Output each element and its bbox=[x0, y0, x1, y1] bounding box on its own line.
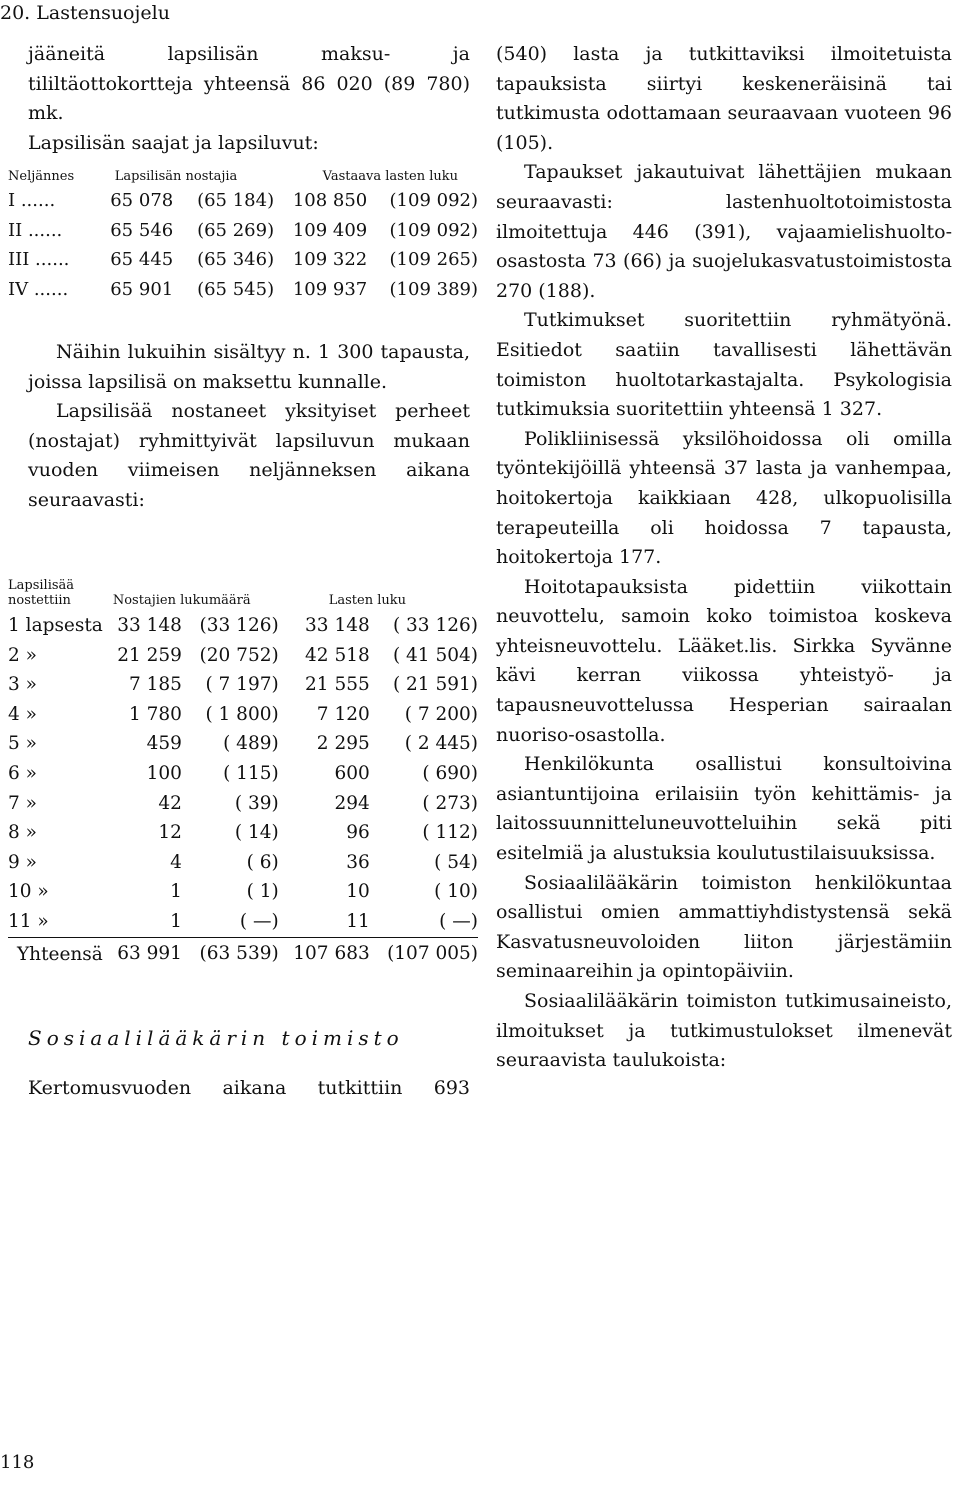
cell: 107 683 bbox=[293, 942, 370, 964]
table-row bbox=[8, 670, 478, 700]
header-quarter: Neljännes bbox=[8, 169, 75, 184]
cell: 42 bbox=[158, 792, 182, 814]
cell: ( 6) bbox=[246, 851, 279, 873]
paragraph-right-4: Polikliinisessä yksilöhoidossa oli omilla työntekijöillä yhteensä 37 lasta ja vanhempaa, hoitokertoja kaikkiaan 428, ulkopuolisilla terapeuteilla oli hoidossa 7 tapausta, hoitokertoja 177. bbox=[496, 427, 952, 569]
quarter-label: IV ...... bbox=[8, 278, 69, 300]
cell: (109 092) bbox=[389, 219, 478, 241]
cell: 1 bbox=[170, 881, 182, 903]
cell: (65 545) bbox=[197, 278, 275, 300]
cell: ( 7 200) bbox=[404, 703, 478, 725]
cell: 7 120 bbox=[316, 703, 370, 725]
cell: ( —) bbox=[439, 910, 478, 932]
cell: (65 269) bbox=[197, 219, 275, 241]
cell: ( 21 591) bbox=[392, 674, 478, 696]
cell: 294 bbox=[334, 792, 370, 814]
row-label: 4 » bbox=[8, 703, 37, 725]
cell: 36 bbox=[346, 851, 370, 873]
cell: 33 148 bbox=[117, 615, 182, 636]
cell: ( 489) bbox=[223, 733, 279, 755]
cell: ( 273) bbox=[422, 792, 478, 814]
cell: 21 259 bbox=[117, 644, 182, 666]
quarter-label: I ...... bbox=[8, 190, 56, 211]
section-title: Sosiaalilääkärin toimisto bbox=[28, 1026, 404, 1050]
children-table bbox=[8, 578, 478, 969]
cell: ( 690) bbox=[422, 762, 478, 784]
quarter-label: III ...... bbox=[8, 249, 70, 271]
cell: 108 850 bbox=[292, 190, 368, 211]
cell: ( —) bbox=[239, 910, 279, 932]
table-row bbox=[8, 759, 478, 789]
cell: (109 265) bbox=[389, 249, 478, 271]
cell: 100 bbox=[146, 762, 182, 784]
cell: 65 078 bbox=[110, 190, 174, 211]
cell: ( 112) bbox=[422, 822, 478, 844]
cell: ( 14) bbox=[234, 822, 279, 844]
cell: (109 389) bbox=[389, 278, 478, 300]
quarter-table-header bbox=[8, 168, 478, 186]
right-column bbox=[496, 40, 952, 1076]
cell: 65 901 bbox=[110, 278, 174, 300]
cell: ( 54) bbox=[434, 851, 478, 873]
row-label: 8 » bbox=[8, 822, 37, 844]
header-children-count: Lapsilisää nostettiin bbox=[8, 578, 75, 608]
cell: ( 115) bbox=[223, 762, 279, 784]
row-label: 3 » bbox=[8, 674, 37, 696]
cell: 42 518 bbox=[305, 644, 370, 666]
row-label: 11 » bbox=[8, 910, 49, 932]
table-row bbox=[8, 700, 478, 730]
cell: (20 752) bbox=[199, 644, 279, 666]
table-row bbox=[8, 186, 478, 216]
paragraph-municipality: Näihin lukuihin sisältyy n. 1 300 tapausta, joissa lapsilisä on maksettu kunnalle. bbox=[28, 341, 470, 393]
cell: 7 185 bbox=[128, 674, 182, 696]
table-row bbox=[8, 877, 478, 907]
cell: 109 937 bbox=[292, 278, 368, 300]
paragraph-right-5: Hoitotapauksista pidettiin viikottain neuvottelu, samoin koko toimistoa koskeva yhteisneuvottelu. Lääket.lis. Sirkka Syvänne kävi kerran viikossa yhteistyö- ja tapausneuvottelussa Hesperian sairaalan nuoriso-osastolla. bbox=[496, 575, 952, 746]
header-children: Vastaava lasten luku bbox=[322, 169, 458, 184]
paragraph-grouping: Lapsilisää nostaneet yksityiset perheet (nostajat) ryhmittyivät lapsiluvun mukaan vuoden viimeisen neljänneksen aikana seuraavasti: bbox=[28, 400, 470, 511]
table-row bbox=[8, 848, 478, 878]
cell: ( 1) bbox=[246, 881, 279, 903]
cell: ( 1 800) bbox=[205, 703, 279, 725]
cell: (65 346) bbox=[197, 249, 275, 271]
row-label: 6 » bbox=[8, 762, 37, 784]
quarter-table bbox=[8, 168, 478, 304]
cell: 2 295 bbox=[316, 733, 370, 755]
cell: ( 39) bbox=[234, 792, 279, 814]
cell: ( 10) bbox=[434, 881, 478, 903]
table-row bbox=[8, 818, 478, 848]
paragraph-right-2: Tapaukset jakautuivat lähettäjien mukaan seuraavasti: lastenhuoltotoimistosta ilmoitettuja 446 (391), vajaamielishuolto-osastosta 73 (66) ja suojelukasvatustoimistosta 270 (188). bbox=[496, 161, 952, 302]
cell: 96 bbox=[346, 822, 370, 844]
cell: ( 41 504) bbox=[392, 644, 478, 666]
cell: ( 33 126) bbox=[392, 615, 478, 636]
left-column bbox=[8, 40, 478, 1099]
cell: 1 780 bbox=[128, 703, 182, 725]
paragraph-right-6: Henkilökunta osallistui konsultoivina asiantuntijoina erilaisiin työn kehittämis- ja laitossuunnitteluneuvotteluihin sekä piti esitelmiä ja alustuksia koulutustilaisuuksissa. bbox=[496, 753, 952, 865]
paragraph-right-8: Sosiaalilääkärin toimiston tutkimusaineisto, ilmoitukset ja tutkimustulokset ilmenevät seuraavista taulukoista: bbox=[496, 990, 952, 1072]
row-label: 9 » bbox=[8, 851, 37, 873]
header-total-children: Lasten luku bbox=[328, 593, 406, 608]
row-label: 5 » bbox=[8, 733, 37, 755]
header-recipients: Lapsilisän nostajia bbox=[114, 169, 238, 184]
cell: 4 bbox=[170, 851, 182, 873]
cell: 33 148 bbox=[305, 615, 370, 636]
cell: ( 2 445) bbox=[404, 733, 478, 755]
row-label: 10 » bbox=[8, 881, 49, 903]
cell: 11 bbox=[346, 910, 370, 932]
cell: (33 126) bbox=[199, 615, 279, 636]
cell: (109 092) bbox=[389, 190, 478, 211]
subheading-recipients: Lapsilisän saajat ja lapsiluvut: bbox=[28, 131, 319, 154]
row-label: 1 lapsesta bbox=[8, 615, 103, 636]
row-label: 2 » bbox=[8, 644, 37, 666]
paragraph-right-3: Tutkimukset suoritettiin ryhmätyönä. Esitiedot saatiin tavallisesti lähettävän toimiston huoltotarkastajalta. Psykologisia tutkimuksia suoritettiin yhteensä 1 327. bbox=[496, 309, 952, 421]
row-label: 7 » bbox=[8, 792, 37, 814]
paragraph-right-7: Sosiaalilääkärin toimiston henkilökuntaa osallistui omien ammattiyhdistystensä sekä Kasvatusneuvoloiden liiton järjestämiin seminaareihin ja opintopäiviin. bbox=[496, 871, 952, 983]
table-total-row bbox=[8, 937, 478, 969]
cell: 21 555 bbox=[305, 674, 370, 696]
table-row bbox=[8, 789, 478, 819]
table-row bbox=[8, 641, 478, 671]
page-number: 118 bbox=[0, 1452, 35, 1473]
cell: 459 bbox=[146, 733, 182, 755]
children-table-header bbox=[8, 578, 478, 611]
cell: 63 991 bbox=[117, 942, 182, 964]
cell: 10 bbox=[346, 881, 370, 903]
children-table-body bbox=[8, 611, 478, 937]
table-row bbox=[8, 275, 478, 305]
cell: 109 409 bbox=[292, 219, 368, 241]
total-label: Yhteensä bbox=[16, 943, 103, 965]
cell: 65 546 bbox=[110, 219, 174, 241]
paragraph-right-1: (540) lasta ja tutkittaviksi ilmoitetuista tapauksista siirtyi keskeneräisinä tai tutkimusta odottamaan seuraavaan vuoteen 96 (105). bbox=[496, 43, 952, 154]
running-header: 20. Lastensuojelu bbox=[0, 2, 170, 24]
cell: (65 184) bbox=[197, 190, 275, 211]
table-row bbox=[8, 907, 478, 937]
cell: 12 bbox=[158, 822, 182, 844]
cell: 1 bbox=[170, 910, 182, 932]
quarter-label: II ...... bbox=[8, 219, 63, 241]
table-row bbox=[8, 729, 478, 759]
cell: (107 005) bbox=[387, 942, 478, 964]
table-row bbox=[8, 245, 478, 275]
table-row bbox=[8, 611, 478, 641]
table-row bbox=[8, 216, 478, 246]
cell: 109 322 bbox=[292, 249, 368, 271]
paragraph-lapsilisa-cards: jääneitä lapsilisän maksu- ja tililtäottokortteja yhteensä 86 020 (89 780) mk. bbox=[28, 43, 470, 125]
cell: ( 7 197) bbox=[205, 674, 279, 696]
cell: (63 539) bbox=[199, 942, 279, 964]
header-recipient-count: Nostajien lukumäärä bbox=[112, 593, 251, 608]
cell: 600 bbox=[334, 762, 370, 784]
cell: 65 445 bbox=[110, 249, 174, 271]
paragraph-examined: Kertomusvuoden aikana tutkittiin 693 bbox=[28, 1077, 470, 1099]
